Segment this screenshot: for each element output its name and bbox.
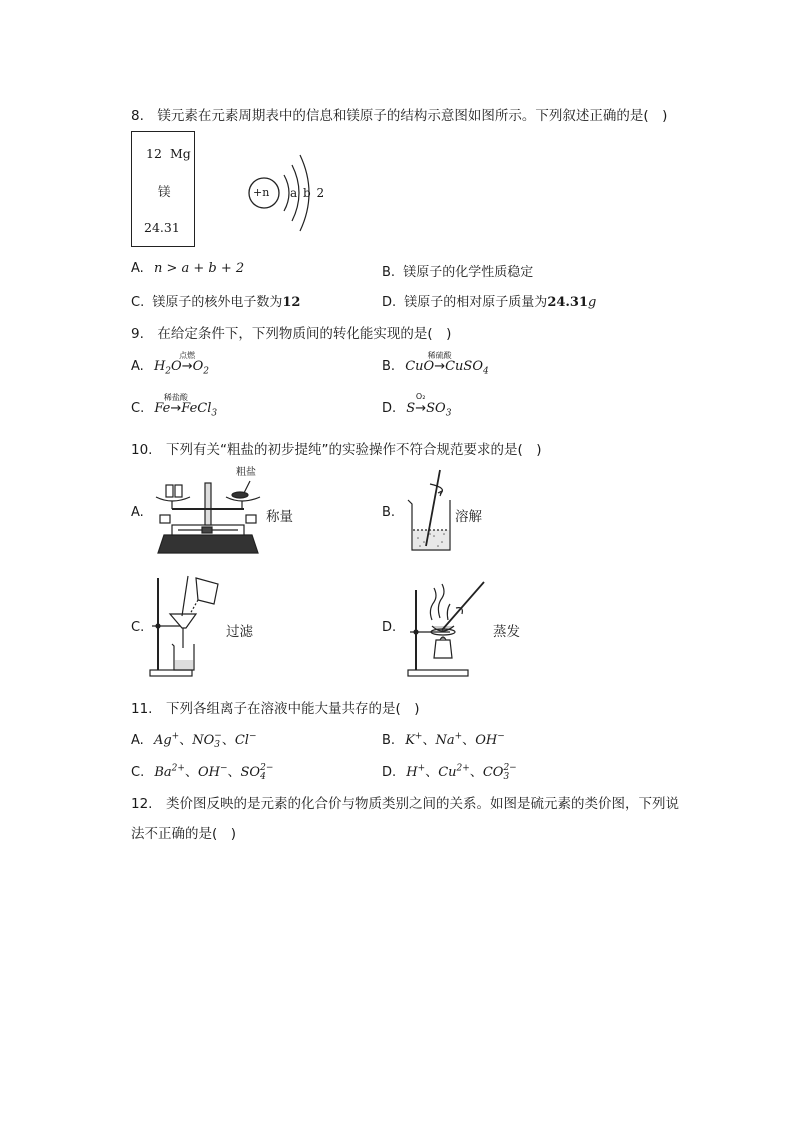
separator: 、 <box>425 765 439 780</box>
subscript: 2 <box>165 366 172 377</box>
q8-option-b[interactable] <box>382 261 533 280</box>
q10-option-d-caption: 蒸发 <box>493 624 520 640</box>
ion: CO <box>482 765 504 780</box>
question-11-stem: 11. 下列各组离子在溶液中能大量共存的是( ) <box>131 701 420 717</box>
separator: 、 <box>227 765 241 780</box>
ion: NO <box>192 733 215 748</box>
subscript: 3 <box>214 739 220 750</box>
charge: − <box>248 731 257 742</box>
reaction-arrow: → <box>415 401 427 416</box>
filtration-drawing <box>148 574 224 680</box>
ion: OH <box>197 765 220 780</box>
element-symbol: Mg <box>170 146 191 161</box>
separator: 、 <box>462 733 476 748</box>
product: O <box>192 359 204 374</box>
ion: Na <box>435 733 455 748</box>
option-label: D. <box>382 401 397 416</box>
option-text: n > a + b + 2 <box>153 261 245 276</box>
ion: Cu <box>438 765 457 780</box>
reactant: S <box>406 401 416 416</box>
option-label: C. <box>131 295 145 310</box>
q11-option-b[interactable] <box>382 729 505 748</box>
option-label: B. <box>382 359 396 374</box>
filtration-figure <box>148 574 224 680</box>
atom-structure-diagram <box>244 150 334 240</box>
option-text: 镁原子的相对原子质量为 <box>404 295 548 310</box>
option-label: A. <box>131 359 144 374</box>
q11-option-d[interactable] <box>382 761 517 782</box>
option-text: 镁原子的化学性质稳定 <box>403 265 534 280</box>
q8-option-a[interactable] <box>131 261 244 276</box>
charge: + <box>414 731 423 742</box>
q10-option-a-label[interactable]: A. <box>131 505 144 520</box>
reaction-condition: O₂ <box>415 392 426 401</box>
subscript: 3 <box>211 408 218 419</box>
subscript: 2 <box>203 366 209 377</box>
reaction-arrow: → <box>434 359 446 374</box>
q10-option-c-caption: 过滤 <box>226 624 253 640</box>
q9-option-c[interactable] <box>131 393 218 419</box>
reactant: H <box>153 359 166 374</box>
q11-option-a[interactable] <box>131 729 256 750</box>
question-12-stem-line1: 12. 类价图反映的是元素的化合价与物质类别之间的关系。如图是硫元素的类价图，下列说 <box>131 796 679 812</box>
evaporation-drawing <box>404 576 494 680</box>
atomic-number: 12 <box>146 146 162 161</box>
option-text: 镁原子的核外电子数为 <box>152 295 283 310</box>
option-label: C. <box>131 401 145 416</box>
charge: − <box>214 730 222 741</box>
option-label: B. <box>382 265 396 280</box>
charge: 2+ <box>171 763 185 774</box>
q10-option-b-label[interactable]: B. <box>382 505 396 520</box>
reactant: Fe <box>154 401 171 416</box>
subscript: 4 <box>482 366 489 377</box>
option-number: 12 <box>282 295 301 310</box>
option-label: A. <box>131 261 144 276</box>
ion: H <box>406 765 418 780</box>
ion: Ba <box>154 765 172 780</box>
charge: 2− <box>503 762 517 773</box>
reaction-condition: 稀硫酸 <box>427 351 452 360</box>
option-label: D. <box>382 295 397 310</box>
charge: + <box>454 731 463 742</box>
option-label: C. <box>131 765 145 780</box>
reactant-tail: O <box>171 359 182 374</box>
option-number: 24.31 <box>547 295 589 310</box>
question-10-stem: 10. 下列有关“粗盐的初步提纯”的实验操作不符合规范要求的是( ) <box>131 442 542 458</box>
reaction-condition: 点燃 <box>179 351 196 360</box>
charge: − <box>497 731 505 742</box>
product: FeCl <box>181 401 212 416</box>
crude-salt-tag: 粗盐 <box>236 467 256 478</box>
element-info-box <box>131 131 195 247</box>
reaction-condition: 稀盐酸 <box>163 393 188 402</box>
reaction-arrow: → <box>181 359 193 374</box>
charge: + <box>417 763 426 774</box>
atomic-mass: 24.31 <box>144 220 180 235</box>
q10-option-a-caption: 称量 <box>266 509 293 525</box>
charge: 2+ <box>456 763 470 774</box>
q8-option-c[interactable] <box>131 291 300 310</box>
q10-option-b-caption: 溶解 <box>455 509 482 525</box>
subscript: 3 <box>503 771 510 782</box>
subscript: 3 <box>445 408 452 419</box>
charge: − <box>219 763 228 774</box>
separator: 、 <box>179 733 193 748</box>
q9-option-b[interactable] <box>382 351 489 377</box>
separator: 、 <box>184 765 198 780</box>
ion: Ag <box>153 733 172 748</box>
question-9-stem: 9. 在给定条件下，下列物质间的转化能实现的是( ) <box>131 326 452 342</box>
beaker-stirring-figure <box>404 466 454 556</box>
separator: 、 <box>422 733 436 748</box>
subscript: 4 <box>260 771 266 782</box>
option-unit: g <box>588 295 597 310</box>
nucleus-charge: +n <box>253 186 270 199</box>
q10-option-d-label[interactable]: D. <box>382 620 397 635</box>
q10-option-c-label[interactable]: C. <box>131 620 145 635</box>
charge: + <box>171 731 180 742</box>
reactant: CuO <box>405 359 435 374</box>
option-label: D. <box>382 765 397 780</box>
q8-option-d[interactable] <box>382 291 596 310</box>
ion: Cl <box>234 733 249 748</box>
electron-shells: a b 2 <box>290 186 326 200</box>
beaker-drawing <box>404 466 454 556</box>
q11-option-c[interactable] <box>131 761 273 782</box>
separator: 、 <box>469 765 483 780</box>
ion: K <box>405 733 415 748</box>
q9-option-a[interactable] <box>131 351 209 377</box>
ion: OH <box>475 733 498 748</box>
ion: SO <box>240 765 261 780</box>
evaporation-figure <box>404 576 494 680</box>
q9-option-d[interactable] <box>382 392 452 419</box>
question-12-stem-line2: 法不正确的是( ) <box>131 826 237 842</box>
product: CuSO <box>445 359 483 374</box>
charge: 2− <box>260 762 274 773</box>
option-label: A. <box>131 733 144 748</box>
option-label: B. <box>382 733 396 748</box>
question-8-stem: 8. 镁元素在元素周期表中的信息和镁原子的结构示意图如图所示。下列叙述正确的是( ) <box>131 108 668 124</box>
separator: 、 <box>221 733 235 748</box>
reaction-arrow: → <box>170 401 182 416</box>
balance-figure <box>152 463 264 561</box>
product: SO <box>426 401 446 416</box>
element-name: 镁 <box>158 184 171 199</box>
